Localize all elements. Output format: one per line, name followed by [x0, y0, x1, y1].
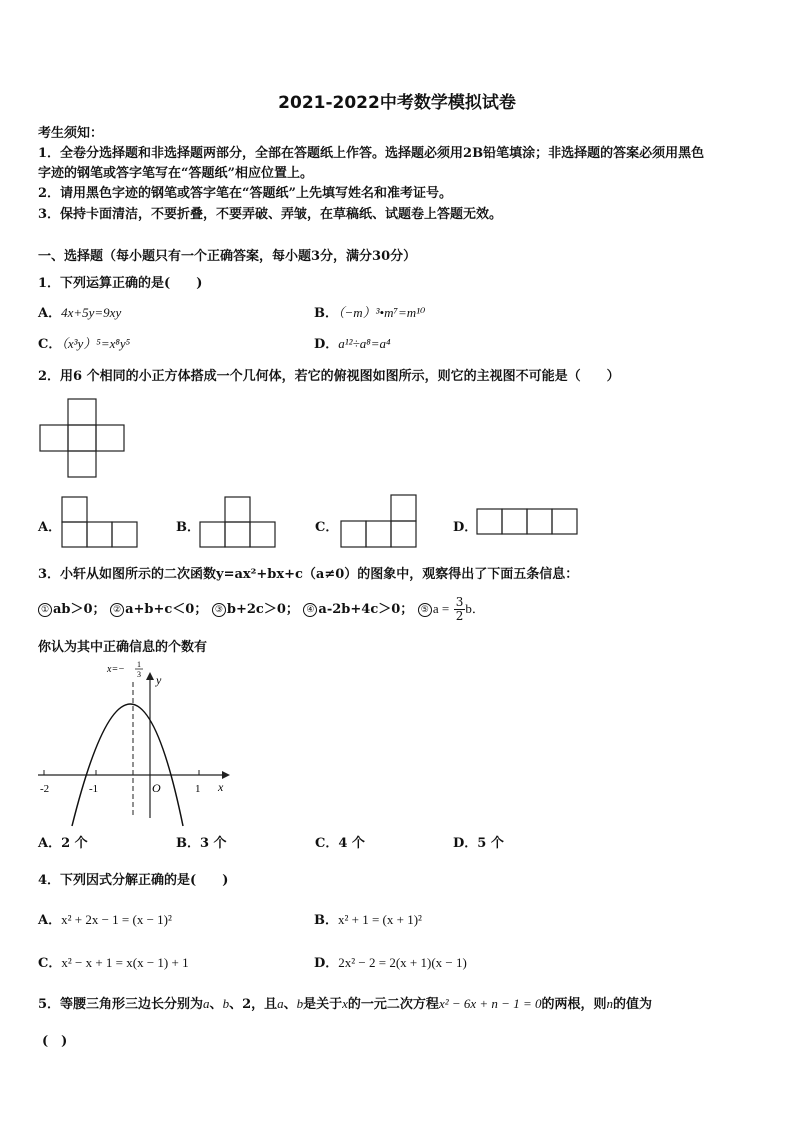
parabola-curve — [72, 704, 183, 826]
q5-equation: x² − 6x + n − 1 = 0 — [438, 996, 542, 1011]
q4-option-d-expr: 2x² − 2 = 2(x + 1)(x − 1) — [338, 955, 467, 970]
q5-sep-2: 、2，且 — [229, 997, 278, 1012]
info-2: a+b+c＜0； — [125, 602, 208, 617]
info-2-marker: ② — [110, 603, 124, 617]
q4-stem: 4．下列因式分解正确的是( ) — [38, 873, 229, 888]
q5-var-b-2: b — [296, 996, 304, 1011]
q5-answer-paren: ( ) — [42, 1034, 68, 1049]
q2-option-a-label[interactable]: A． — [38, 520, 62, 535]
q1-option-b-expr: （−m）³•m⁷=m¹⁰ — [338, 305, 426, 320]
q4-option-c-label: C． — [38, 956, 62, 971]
info-1-marker: ① — [38, 603, 52, 617]
q1-option-a-label: A． — [38, 306, 62, 321]
q1-option-c[interactable] — [38, 333, 130, 352]
q3-option-b[interactable]: B．3 个 — [176, 836, 227, 851]
origin-label: O — [152, 781, 161, 795]
q1-option-c-label: C． — [38, 337, 62, 352]
fraction-numerator: 3 — [455, 595, 464, 609]
q5-stem-part-3: 的一元二次方程 — [347, 997, 439, 1012]
q5-stem-part-4: 的两根，则 — [541, 997, 607, 1012]
q1-option-b-label: B． — [314, 306, 338, 321]
info-5-marker: ⑤ — [418, 603, 432, 617]
info-3-marker: ③ — [212, 603, 226, 617]
symmetry-axis-numerator: 1 — [137, 660, 141, 669]
q1-option-a-expr: 4x+5y=9xy — [61, 305, 122, 320]
y-axis-arrow-icon — [146, 672, 154, 680]
q4-option-b-label: B． — [314, 913, 338, 928]
info-4: a-2b+4c＞0； — [318, 602, 414, 617]
fraction-denominator: 2 — [455, 609, 464, 623]
q3-info-list — [38, 596, 485, 623]
notice-line-3: 3．保持卡面清洁，不要折叠，不要弄破、弄皱，在草稿纸、试题卷上答题无效。 — [38, 207, 503, 222]
q1-option-b[interactable] — [314, 302, 425, 321]
q5-stem — [38, 993, 652, 1012]
q3-option-a[interactable]: A．2 个 — [38, 836, 88, 851]
info-3: b+2c＞0； — [226, 602, 299, 617]
notice-heading: 考生须知： — [38, 126, 104, 141]
q5-stem-part-2: 是关于 — [303, 997, 343, 1012]
notice-line-1a: 1．全卷分选择题和非选择题两部分，全部在答题纸上作答。选择题必须用2B铅笔填涂；非选择题的答案必须用黑色 — [38, 146, 705, 161]
q1-stem: 1．下列运算正确的是( ) — [38, 276, 203, 291]
tick-label-m2: -2 — [40, 783, 50, 795]
notice-line-2: 2．请用黑色字迹的钢笔或答字笔在“答题纸”上先填写姓名和准考证号。 — [38, 186, 453, 201]
symmetry-axis-label: x=− — [107, 664, 125, 675]
tick-label-1: 1 — [195, 783, 201, 795]
q2-option-b-figure[interactable] — [199, 496, 277, 550]
x-axis-label: x — [218, 780, 224, 794]
q4-option-a-label: A． — [38, 913, 62, 928]
info-1: ab＞0； — [53, 602, 106, 617]
info-5-rhs: b． — [465, 601, 485, 616]
info-5-lhs: a = — [432, 601, 450, 616]
q1-option-c-expr: （x³y）⁵=x⁸y⁵ — [61, 336, 131, 351]
q4-option-a[interactable] — [38, 909, 172, 928]
symmetry-axis-denominator: 3 — [137, 670, 141, 679]
q4-option-d-label: D． — [314, 956, 339, 971]
q2-option-b-label[interactable]: B． — [176, 520, 200, 535]
q5-var-x: x — [342, 996, 348, 1011]
section-heading: 一、选择题（每小题只有一个正确答案，每小题3分，满分30分） — [38, 249, 417, 264]
q2-option-c-figure[interactable] — [339, 494, 419, 550]
q5-var-a: a — [203, 996, 210, 1011]
q5-stem-part-1: 5．等腰三角形三边长分别为 — [38, 997, 204, 1012]
q2-stem: 2．用6 个相同的小正方体搭成一个几何体，若它的俯视图如图所示，则它的主视图不可能是（ ） — [38, 369, 620, 384]
q4-option-c-expr: x² − x + 1 = x(x − 1) + 1 — [61, 955, 189, 970]
q5-var-a-2: a — [277, 996, 284, 1011]
q4-option-d[interactable] — [314, 952, 467, 971]
q3-option-d[interactable]: D．5 个 — [453, 836, 504, 851]
notice-line-1b: 字迹的钢笔或答字笔写在“答题纸”相应位置上。 — [38, 166, 313, 181]
q2-option-d-figure[interactable] — [476, 508, 580, 536]
info-5-fraction — [454, 596, 466, 623]
q1-option-d[interactable] — [314, 333, 391, 352]
q2-option-c-label[interactable]: C． — [315, 520, 339, 535]
y-axis-label: y — [156, 673, 162, 687]
x-axis-arrow-icon — [222, 771, 230, 779]
q2-option-d-label[interactable]: D． — [453, 520, 478, 535]
info-4-marker: ④ — [303, 603, 317, 617]
q4-option-c[interactable] — [38, 952, 189, 971]
q2-option-a-figure[interactable] — [61, 496, 139, 550]
q1-option-d-expr: a¹²÷a⁸=a⁴ — [338, 336, 391, 351]
q2-top-view-figure — [38, 398, 128, 480]
q4-option-b-expr: x² + 1 = (x + 1)² — [338, 912, 422, 927]
q3-stem: 3．小轩从如图所示的二次函数y=ax²+bx+c（a≠0）的图象中，观察得出了下面五条信息： — [38, 567, 579, 582]
q5-stem-part-5: 的值为 — [612, 997, 652, 1012]
q5-var-n: n — [606, 996, 613, 1011]
q1-option-d-label: D． — [314, 337, 339, 352]
q3-question: 你认为其中正确信息的个数有 — [38, 640, 208, 655]
tick-label-m1: -1 — [89, 783, 99, 795]
page-title: 2021-2022中考数学模拟试卷 — [278, 93, 516, 113]
q1-option-a[interactable] — [38, 302, 121, 321]
q4-option-b[interactable] — [314, 909, 422, 928]
q5-var-b: b — [222, 996, 230, 1011]
q4-option-a-expr: x² + 2x − 1 = (x − 1)² — [61, 912, 172, 927]
q5-sep-1: 、 — [209, 997, 223, 1012]
q3-parabola-graph — [34, 658, 234, 828]
q5-sep-3: 、 — [283, 997, 297, 1012]
q3-option-c[interactable]: C．4 个 — [315, 836, 365, 851]
